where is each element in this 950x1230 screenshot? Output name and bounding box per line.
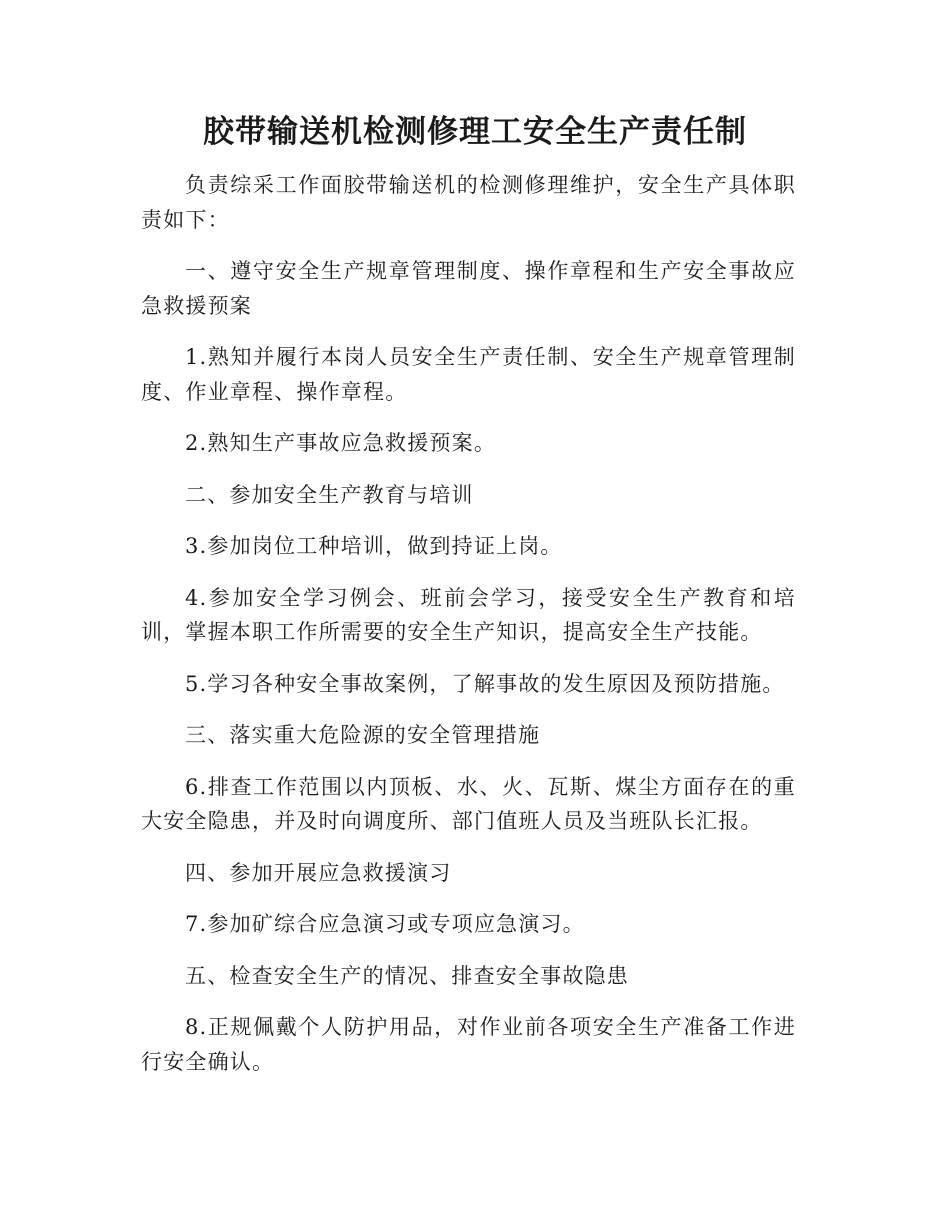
list-item-5: 5.学习各种安全事故案例，了解事故的发生原因及预防措施。 [185, 671, 785, 696]
list-item-2: 2.熟知生产事故应急救援预案。 [185, 431, 497, 455]
list-item-3: 3.参加岗位工种培训，做到持证上岗。 [185, 534, 563, 558]
section-heading-2: 二、参加安全生产教育与培训 [185, 482, 474, 507]
document-title: 胶带输送机检测修理工安全生产责任制 [203, 114, 747, 150]
section-heading-4: 四、参加开展应急救援演习 [185, 860, 452, 885]
section-heading-5: 五、检查安全生产的情况、排查安全事故隐患 [185, 963, 629, 988]
list-item-6: 6.排查工作范围以内顶板、水、火、瓦斯、煤尘方面存在的重大安全隐患，并及时向调度所、部门值班人员及当班队长汇报。 [141, 774, 796, 833]
list-item-1: 1.熟知并履行本岗人员安全生产责任制、安全生产规章管理制度、作业章程、操作章程。 [141, 345, 796, 404]
list-item-7: 7.参加矿综合应急演习或专项应急演习。 [185, 912, 585, 936]
section-heading-1: 一、遵守安全生产规章管理制度、操作章程和生产安全事故应急救援预案 [141, 259, 796, 318]
document-body [141, 168, 796, 1096]
list-item-4: 4.参加安全学习例会、班前会学习，接受安全生产教育和培训，掌握本职工作所需要的安全生产知识，提高安全生产技能。 [141, 585, 796, 644]
intro-paragraph: 负责综采工作面胶带输送机的检测修理维护，安全生产具体职责如下： [141, 173, 796, 232]
section-heading-3: 三、落实重大危险源的安全管理措施 [185, 723, 541, 747]
list-item-8: 8.正规佩戴个人防护用品，对作业前各项安全生产准备工作进行安全确认。 [141, 1015, 796, 1074]
